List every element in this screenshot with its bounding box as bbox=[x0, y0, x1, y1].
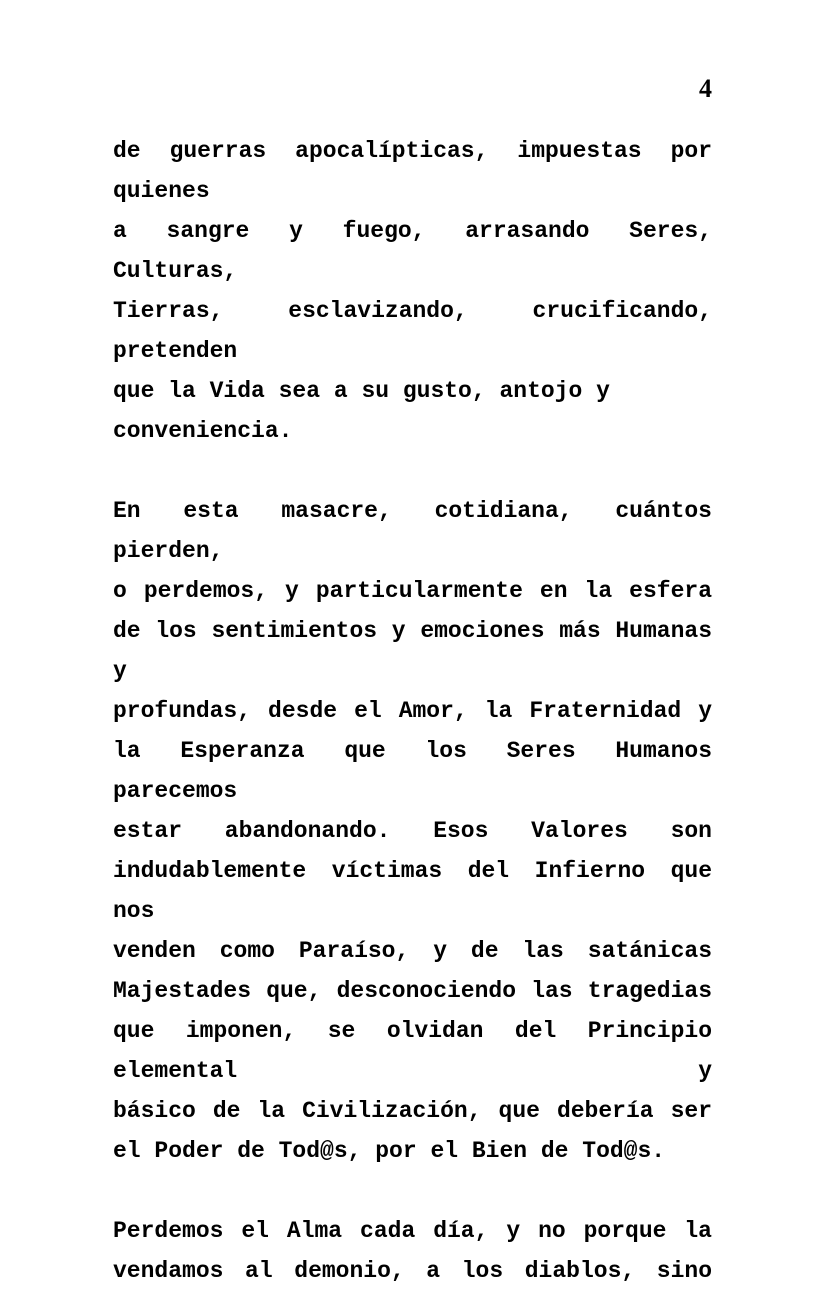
text-line: profundas, desde el Amor, la Fraternidad y bbox=[113, 698, 712, 724]
text-line: Majestades que, desconociendo las tragedias bbox=[113, 978, 712, 1004]
text-line: de los sentimientos y emociones más Humanas y bbox=[113, 618, 726, 684]
text-line: básico de la Civilización, que debería ser bbox=[113, 1098, 712, 1124]
paragraph-3 bbox=[113, 1211, 712, 1291]
text-line: indudablemente víctimas del Infierno que nos bbox=[113, 858, 726, 924]
paragraph-1 bbox=[113, 131, 726, 451]
document-body bbox=[113, 131, 726, 1291]
text-line: que imponen, se olvidan del Principio elemental y bbox=[113, 1018, 726, 1084]
paragraph-2 bbox=[113, 491, 726, 1171]
text-line: Tierras, esclavizando, crucificando, pretenden bbox=[113, 298, 726, 364]
text-line: vendamos al demonio, a los diablos, sino bbox=[113, 1258, 712, 1284]
text-line: venden como Paraíso, y de las satánicas bbox=[113, 938, 712, 964]
text-line: el Poder de Tod@s, por el Bien de Tod@s. bbox=[113, 1138, 666, 1164]
text-line: a sangre y fuego, arrasando Seres, Culturas, bbox=[113, 218, 726, 284]
text-line: En esta masacre, cotidiana, cuántos pierden, bbox=[113, 498, 726, 564]
text-line: estar abandonando. Esos Valores son bbox=[113, 818, 712, 844]
text-line: que la Vida sea a su gusto, antojo y conveniencia. bbox=[113, 378, 624, 444]
text-line: la Esperanza que los Seres Humanos parecemos bbox=[113, 738, 726, 804]
text-line: de guerras apocalípticas, impuestas por quienes bbox=[113, 138, 726, 204]
text-line: Perdemos el Alma cada día, y no porque la bbox=[113, 1218, 712, 1244]
text-line: o perdemos, y particularmente en la esfera bbox=[113, 578, 712, 604]
page-number: 4 bbox=[699, 74, 712, 103]
